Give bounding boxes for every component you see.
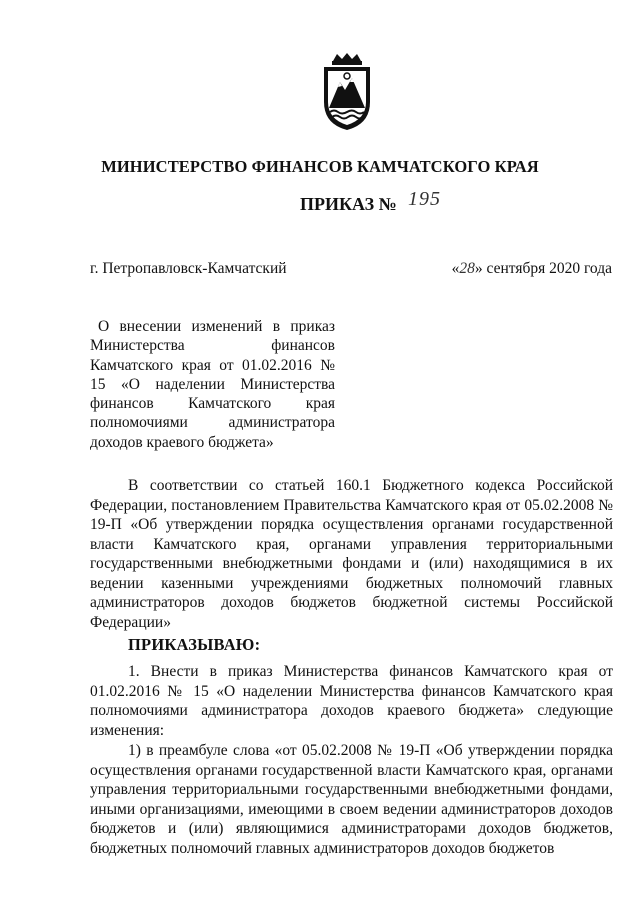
- order-subject: [90, 317, 335, 452]
- date-month-year: » сентября 2020 года: [474, 260, 612, 277]
- item-1-block: [90, 662, 613, 740]
- item-1-paragraph: 1. Внести в приказ Министерства финансов Камчатского края от 01.02.2016 № 15 «О наделении Министерства финансов Камчатского края полномочиями администратора доходов краевого бюджета» следующие изменения:: [90, 663, 613, 739]
- ministry-title: МИНИСТЕРСТВО ФИНАНСОВ КАМЧАТСКОГО КРАЯ: [101, 157, 539, 176]
- order-number: 195: [408, 188, 441, 210]
- order-subject-text: О внесении изменений в приказ Министерства финансов Камчатского края от 01.02.2016 № 15 «О наделении Министерства финансов Камчатского края полномочиями администратора доходов краевого бюджета»: [90, 318, 335, 451]
- preamble-paragraph: В соответствии со статьей 160.1 Бюджетного кодекса Российской Федерации, постановлением Правительства Камчатского края от 05.02.2008 № 19-П «Об утверждении порядка осуществления органами государственной власти Камчатского края, органами управления территориальными государственными внебюджетными фондами и (или) находящимися в их ведении казенными учреждениями бюджетных полномочий главных администраторов доходов бюджетов бюджетной системы Российской Федерации»: [90, 477, 613, 631]
- preamble-block: [90, 476, 613, 632]
- kamchatka-coat-of-arms-icon: [321, 52, 373, 132]
- order-label: ПРИКАЗ №: [300, 194, 397, 214]
- city-line: г. Петропавловск-Камчатский: [90, 260, 287, 277]
- date-day: 28: [459, 260, 475, 277]
- item-1-1-block: [90, 741, 613, 858]
- date-open-quote: «: [451, 260, 460, 277]
- item-1-1-paragraph: 1) в преамбуле слова «от 05.02.2008 № 19-П «Об утверждении порядка осуществления органами государственной власти Камчатского края, органами управления территориальными государственными внебюджетными фондами, иными организациями, имеющими в своем ведении администраторов доходов бюджетов и (или) являющимися администраторами доходов бюджетов, бюджетных полномочий главных администраторов доходов бюджетов: [90, 742, 613, 857]
- command-heading: ПРИКАЗЫВАЮ:: [128, 635, 261, 654]
- order-date: [452, 260, 612, 278]
